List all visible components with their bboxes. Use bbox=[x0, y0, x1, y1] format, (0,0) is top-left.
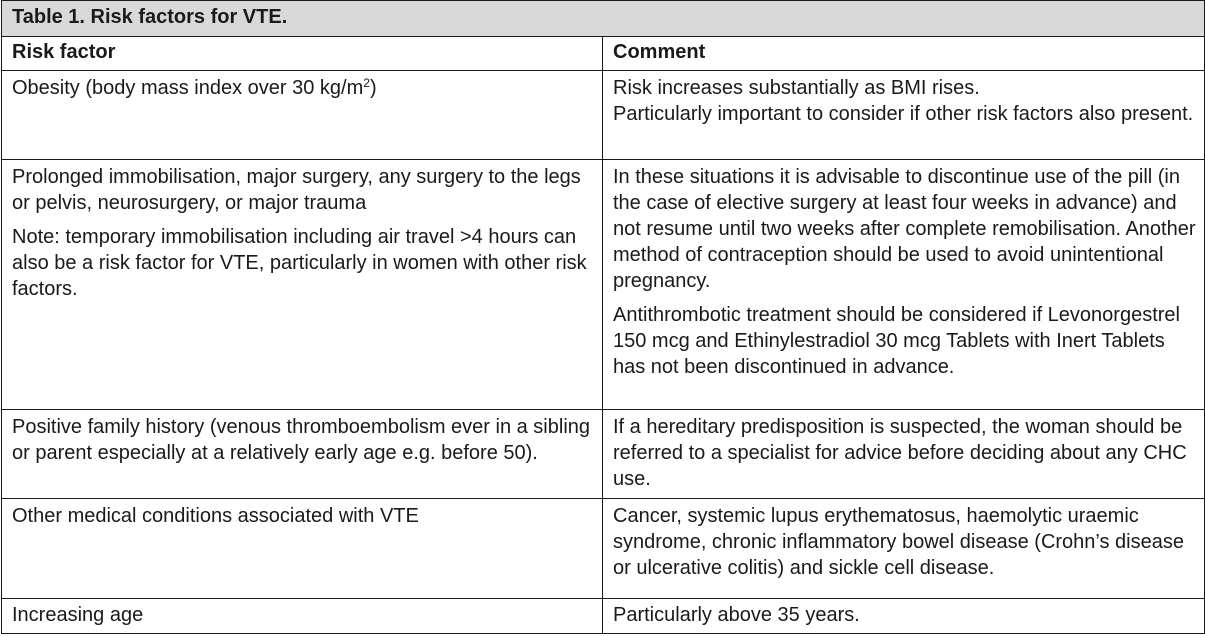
risk-factor-note: Note: temporary immobilisation including air travel >4 hours can also be a risk factor for VTE, particularly in women with other risk factors. bbox=[12, 226, 587, 300]
table-row bbox=[2, 410, 1205, 499]
table-row bbox=[2, 160, 1205, 410]
superscript-text: 2 bbox=[363, 76, 370, 90]
comment-cell: Particularly above 35 years. bbox=[603, 599, 1205, 634]
risk-factor-paragraph: Prolonged immobilisation, major surgery, any surgery to the legs or pelvis, neurosurgery, or major trauma bbox=[12, 166, 581, 214]
comment-paragraph: Risk increases substantially as BMI rises. bbox=[613, 77, 980, 99]
comment-paragraph: In these situations it is advisable to discontinue use of the pill (in the case of elective surgery at least four weeks in advance) and not resume until two weeks after complete remobilisation. Another method of contraception should be used to avoid unintentional pregnancy. bbox=[613, 166, 1196, 292]
comment-cell: Cancer, systemic lupus erythematosus, haemolytic uraemic syndrome, chronic inflammatory bowel disease (Crohn’s disease or ulcerative colitis) and sickle cell disease. bbox=[603, 499, 1205, 599]
table-caption: Table 1. Risk factors for VTE. bbox=[2, 1, 1205, 37]
table-row bbox=[2, 599, 1205, 634]
risk-factor-cell bbox=[2, 160, 603, 410]
table-row bbox=[2, 71, 1205, 160]
comment-cell bbox=[603, 160, 1205, 410]
table-header-row bbox=[2, 37, 1205, 71]
risk-factor-cell bbox=[2, 71, 603, 160]
risk-factor-cell: Increasing age bbox=[2, 599, 603, 634]
risk-factor-cell: Other medical conditions associated with VTE bbox=[2, 499, 603, 599]
table-row bbox=[2, 499, 1205, 599]
header-risk-factor: Risk factor bbox=[2, 37, 603, 71]
risk-factor-cell: Positive family history (venous thromboembolism ever in a sibling or parent especially at a relatively early age e.g. before 50). bbox=[2, 410, 603, 499]
comment-cell: If a hereditary predisposition is suspected, the woman should be referred to a specialist for advice before deciding about any CHC use. bbox=[603, 410, 1205, 499]
comment-paragraph: Particularly important to consider if other risk factors also present. bbox=[613, 103, 1194, 125]
risk-factor-text: Obesity (body mass index over 30 kg/m bbox=[12, 77, 364, 99]
header-comment: Comment bbox=[603, 37, 1205, 71]
comment-cell bbox=[603, 71, 1205, 160]
table-caption-row bbox=[2, 1, 1205, 37]
risk-factor-text-after: ) bbox=[369, 77, 377, 99]
risk-factors-table bbox=[1, 0, 1205, 634]
comment-paragraph: Antithrombotic treatment should be considered if Levonorgestrel 150 mcg and Ethinylestradiol 30 mcg Tablets with Inert Tablets has not been discontinued in advance. bbox=[613, 304, 1180, 378]
